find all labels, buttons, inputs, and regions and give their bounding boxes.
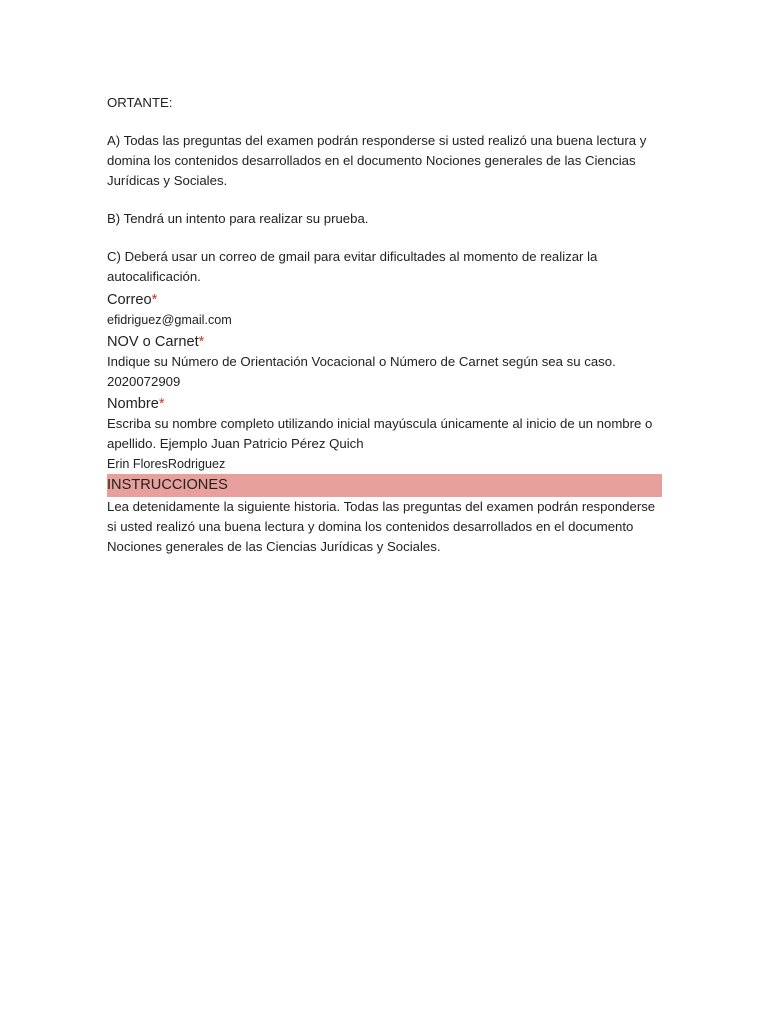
carnet-label <box>107 332 663 352</box>
required-mark: * <box>198 334 205 350</box>
required-mark: * <box>158 396 165 412</box>
email-answer: efidriguez@gmail.com <box>107 313 232 327</box>
carnet-help-text: Indique su Número de Orientación Vocacional o Número de Carnet según sea su caso. <box>107 354 616 369</box>
carnet-question <box>107 332 663 392</box>
intro-item-b: B) Tendrá un intento para realizar su prueba. <box>107 211 369 226</box>
carnet-answer: 2020072909 <box>107 374 181 389</box>
name-label-text: Nombre <box>107 396 159 412</box>
name-help-text: Escriba su nombre completo utilizando inicial mayúscula únicamente al inicio de un nombre o apellido. Ejemplo Juan Patricio Pérez Quich <box>107 416 653 451</box>
name-question <box>107 394 663 474</box>
intro-item-c: C) Deberá usar un correo de gmail para evitar dificultades al momento de realizar la autocalificación. <box>107 249 598 284</box>
instructions-text: Lea detenidamente la siguiente historia. Todas las preguntas del examen podrán responderse si usted realizó una buena lectura y domina los contenidos desarrollados en el documento Nociones generales de las Ciencias Jurídicas y Sociales. <box>107 499 656 554</box>
name-answer: Erin FloresRodriguez <box>107 457 226 471</box>
email-label-text: Correo <box>107 292 152 308</box>
required-mark: * <box>151 292 158 308</box>
carnet-label-text: NOV o Carnet <box>107 334 199 350</box>
instructions-section <box>107 474 663 557</box>
email-question <box>107 290 663 330</box>
email-label <box>107 290 663 310</box>
instructions-header: INSTRUCCIONES <box>107 474 662 497</box>
name-label <box>107 394 663 414</box>
intro-heading: ORTANTE: <box>107 95 173 110</box>
intro-item-a: A) Todas las preguntas del examen podrán responderse si usted realizó una buena lectura y domina los contenidos desarrollados en el documento Nociones generales de las Ciencias Jurídicas y Sociales. <box>107 133 647 188</box>
form-document <box>107 93 663 557</box>
